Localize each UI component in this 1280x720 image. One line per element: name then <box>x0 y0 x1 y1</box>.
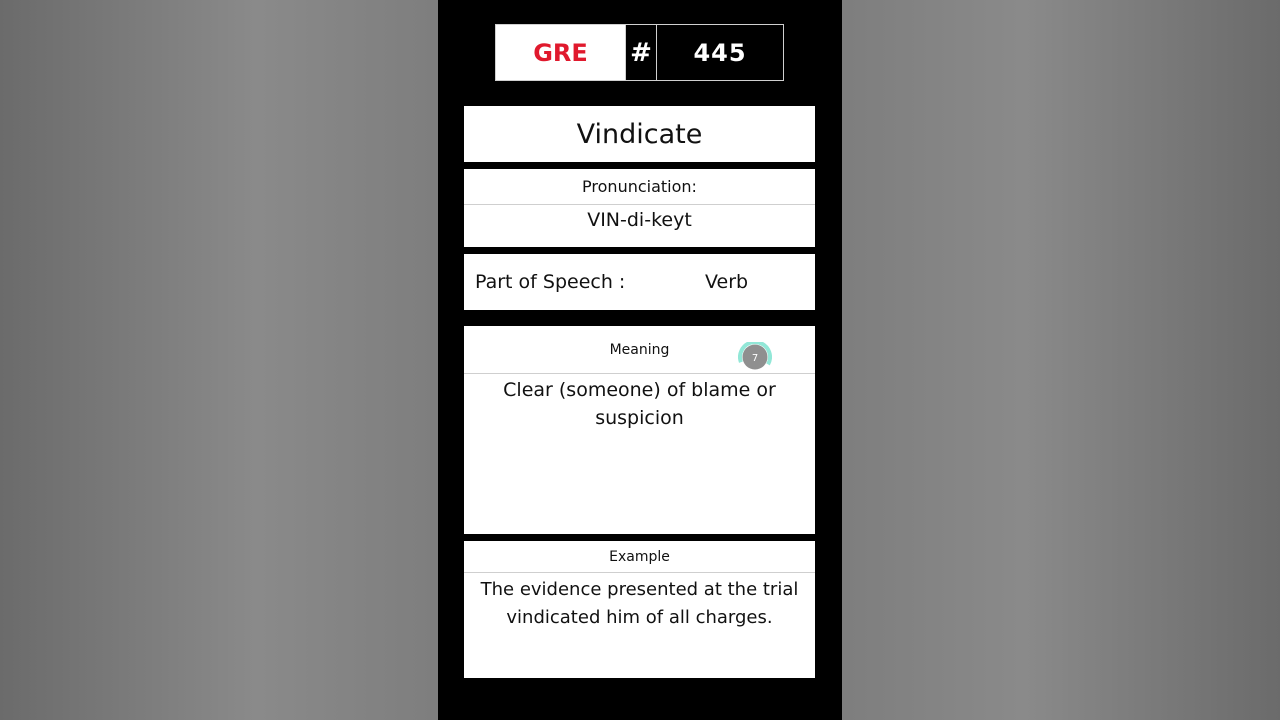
pronunciation-label: Pronunciation: <box>464 169 815 205</box>
pronunciation-card <box>464 169 815 247</box>
example-text: The evidence presented at the trial vindicated him of all charges. <box>480 579 799 628</box>
hash-symbol: # <box>625 25 657 80</box>
example-label: Example <box>464 541 815 573</box>
part-of-speech-label: Part of Speech : <box>475 271 626 293</box>
flashcard-panel <box>438 0 842 720</box>
pronunciation-value: VIN-di-keyt <box>587 209 692 231</box>
example-card <box>464 541 815 678</box>
exam-label: GRE <box>496 25 625 80</box>
word-title: Vindicate <box>576 118 703 150</box>
meaning-header <box>464 326 815 374</box>
meaning-card <box>464 326 815 534</box>
meaning-text: Clear (someone) of blame or suspicion <box>503 379 776 429</box>
countdown-timer-value: 7 <box>751 353 759 364</box>
word-number: 445 <box>657 25 783 80</box>
word-counter-header <box>495 24 784 81</box>
meaning-label: Meaning <box>609 341 670 358</box>
word-card <box>464 106 815 162</box>
part-of-speech-value: Verb <box>705 271 749 293</box>
part-of-speech-card <box>464 254 815 310</box>
countdown-timer-icon <box>738 342 772 376</box>
